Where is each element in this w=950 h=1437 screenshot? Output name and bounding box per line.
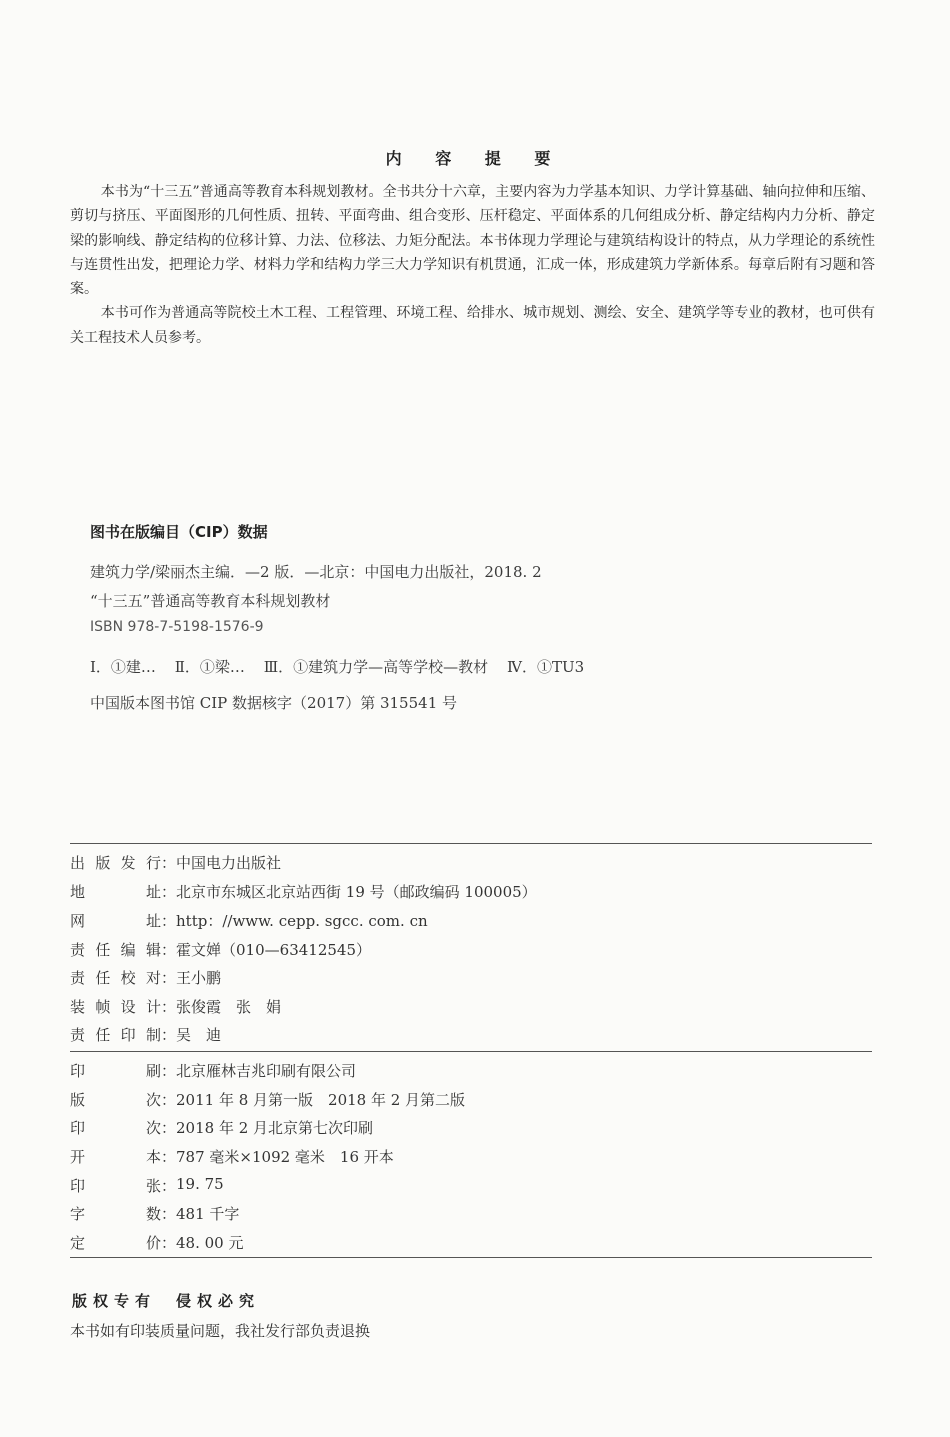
copyright-title-right: 侵权必究 [176, 1292, 261, 1310]
copyright-notice: 本书如有印装质量问题，我社发行部负责退换 [70, 1322, 371, 1340]
cip-classification [90, 656, 598, 677]
info-value: 中国电力出版社 [176, 854, 282, 872]
info-label: 开本 [70, 1148, 161, 1166]
info-label: 责任校对 [70, 969, 161, 987]
info-label: 地址 [70, 883, 161, 901]
info-value: 霍文婵（010—63412545） [176, 941, 371, 959]
info-label: 责任编辑 [70, 941, 161, 959]
info-value: 787 毫米×1092 毫米 16 开本 [176, 1148, 394, 1166]
info-value: 北京雁林吉兆印刷有限公司 [176, 1062, 357, 1080]
info-row-impression: 印次 ： 2018 年 2 月北京第七次印刷 [70, 1119, 374, 1137]
info-value: http：//www. cepp. sgcc. com. cn [176, 912, 428, 930]
info-row-print-manager: 责任印制 ： 吴 迪 [70, 1026, 222, 1044]
info-label: 版次 [70, 1091, 161, 1109]
info-row-address: 地址 ： 北京市东城区北京站西街 19 号（邮政编码 100005） [70, 883, 537, 901]
info-value: 吴 迪 [176, 1026, 222, 1044]
cip-isbn: ISBN 978-7-5198-1576-9 [90, 619, 264, 635]
info-label: 定价 [70, 1234, 161, 1252]
info-label: 印刷 [70, 1062, 161, 1080]
info-value: 张俊霞 张 娟 [176, 998, 282, 1016]
info-row-sheets: 印张 ： 19. 75 [70, 1175, 224, 1195]
copyright-title [72, 1290, 260, 1311]
info-value: 2018 年 2 月北京第七次印刷 [176, 1119, 374, 1137]
info-label: 责任印制 [70, 1026, 161, 1044]
cip-class-3: Ⅲ．①建筑力学—高等学校—教材 [263, 658, 489, 676]
info-row-proofreader: 责任校对 ： 王小鹏 [70, 969, 222, 987]
info-value: 2011 年 8 月第一版 2018 年 2 月第二版 [176, 1091, 466, 1109]
divider-top [70, 843, 872, 844]
info-label: 印次 [70, 1119, 161, 1137]
summary-title: 内 容 提 要 [385, 149, 565, 168]
divider-bottom [70, 1257, 872, 1258]
summary-body [70, 180, 875, 350]
info-row-word-count: 字数 ： 481 千字 [70, 1205, 240, 1223]
summary-paragraph-1: 本书为“十三五”普通高等教育本科规划教材。全书共分十六章，主要内容为力学基本知识、力学计算基础、轴向拉伸和压缩、剪切与挤压、平面图形的几何性质、扭转、平面弯曲、组合变形、压杆稳定、平面体系的几何组成分析、静定结构内力分析、静定梁的影响线、静定结构的位移计算、力法、位移法、力矩分配法。本书体现力学理论与建筑结构设计的特点，从力学理论的系统性与连贯性出发，把理论力学、材料力学和结构力学三大力学知识有机贯通，汇成一体，形成建筑力学新体系。每章后附有习题和答案。 [70, 184, 875, 298]
cip-verify: 中国版本图书馆 CIP 数据核字（2017）第 315541 号 [90, 694, 458, 712]
cip-line-2: “十三五”普通高等教育本科规划教材 [90, 592, 331, 610]
info-row-printer: 印刷 ： 北京雁林吉兆印刷有限公司 [70, 1062, 357, 1080]
info-value: 481 千字 [176, 1205, 240, 1223]
info-row-edition: 版次 ： 2011 年 8 月第一版 2018 年 2 月第二版 [70, 1091, 466, 1109]
cip-line-1: 建筑力学/梁丽杰主编．—2 版．—北京：中国电力出版社，2018. 2 [90, 563, 542, 581]
cip-class-2: Ⅱ．①梁… [174, 658, 245, 676]
copyright-title-left: 版权专有 [72, 1292, 157, 1310]
info-row-publisher: 出版发行 ： 中国电力出版社 [70, 854, 282, 872]
info-value: 王小鹏 [176, 969, 222, 987]
cip-title: 图书在版编目（CIP）数据 [90, 523, 268, 541]
info-row-website: 网址 ： http：//www. cepp. sgcc. com. cn [70, 912, 428, 930]
info-label: 装帧设计 [70, 998, 161, 1016]
info-value: 48. 00 元 [176, 1234, 244, 1252]
info-label: 网址 [70, 912, 161, 930]
info-label: 出版发行 [70, 854, 161, 872]
cip-class-4: Ⅳ．①TU3 [506, 658, 585, 676]
cip-class-1: Ⅰ．①建… [90, 658, 156, 676]
info-label: 字数 [70, 1205, 161, 1223]
info-row-format: 开本 ： 787 毫米×1092 毫米 16 开本 [70, 1148, 394, 1166]
info-label: 印张 [70, 1177, 161, 1195]
info-row-price: 定价 ： 48. 00 元 [70, 1234, 244, 1252]
summary-paragraph-2: 本书可作为普通高等院校土木工程、工程管理、环境工程、给排水、城市规划、测绘、安全、建筑学等专业的教材，也可供有关工程技术人员参考。 [70, 305, 875, 346]
info-value: 北京市东城区北京站西街 19 号（邮政编码 100005） [176, 883, 537, 901]
divider-middle [70, 1051, 872, 1052]
info-row-designer: 装帧设计 ： 张俊霞 张 娟 [70, 998, 282, 1016]
info-row-editor: 责任编辑 ： 霍文婵（010—63412545） [70, 941, 371, 959]
info-value: 19. 75 [176, 1175, 224, 1193]
